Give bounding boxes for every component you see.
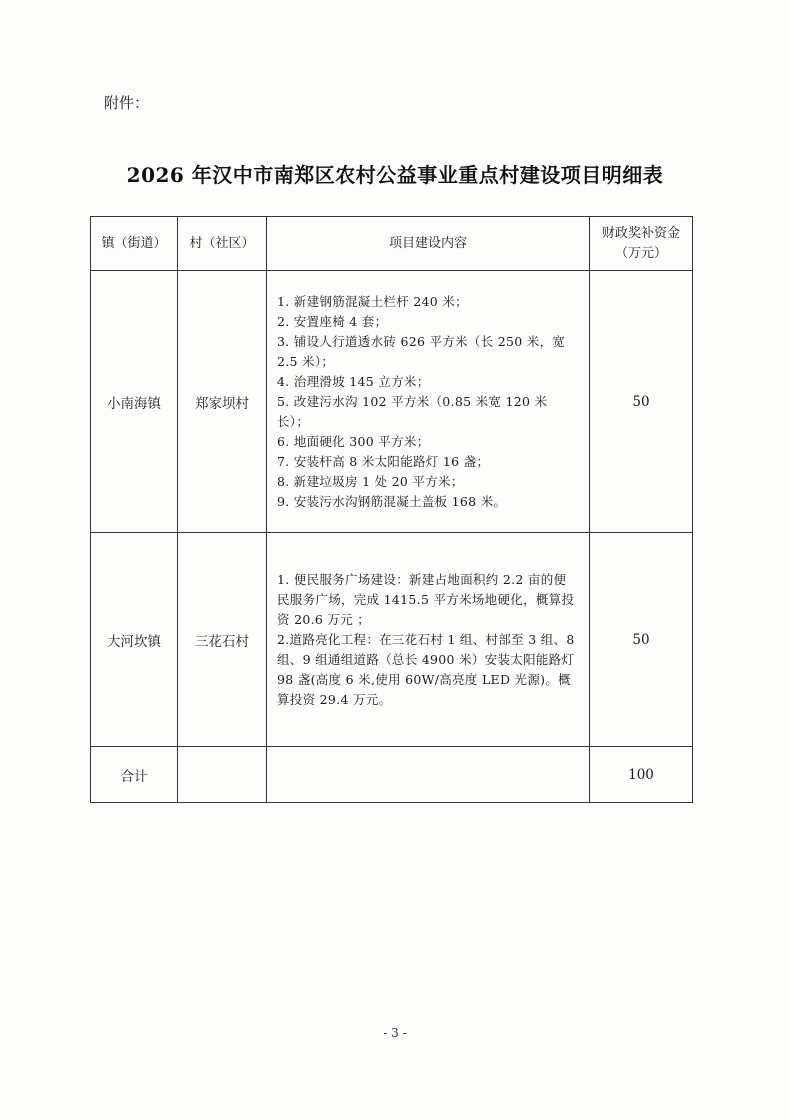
header-fund-line2: （万元） xyxy=(614,245,667,261)
total-empty-content xyxy=(267,747,590,803)
table-row xyxy=(91,271,693,533)
list-item: 3. 铺设人行道透水砖 626 平方米（长 250 米，宽 2.5 米）； xyxy=(277,333,566,369)
header-village: 村（社区） xyxy=(178,217,267,271)
list-item: 7. 安装杆高 8 米太阳能路灯 16 盏； xyxy=(277,453,490,469)
row-fund: 50 xyxy=(590,533,693,747)
list-item: 8. 新建垃圾房 1 处 20 平方米； xyxy=(277,473,464,489)
page-number: - 3 - xyxy=(383,1026,407,1040)
list-item: 4. 治理滑坡 145 立方米； xyxy=(277,373,430,389)
list-item: 5. 改建污水沟 102 平方米（0.85 米宽 120 米长）； xyxy=(277,393,548,429)
content-list xyxy=(267,288,589,516)
row-content xyxy=(267,533,590,747)
header-fund xyxy=(590,217,693,271)
total-label: 合计 xyxy=(91,747,178,803)
row-village: 三花石村 xyxy=(178,533,267,747)
list-item: 9. 安装污水沟钢筋混凝土盖板 168 米。 xyxy=(277,493,507,509)
list-item: 1. 新建钢筋混凝土栏杆 240 米； xyxy=(277,293,468,309)
list-item: 2.道路亮化工程：在三花石村 1 组、村部至 3 组、8 组、9 组通组道路（总长 4900 米）安装太阳能路灯 98 盏(高度 6 米,使用 60W/高亮度 LED 光源)。概算投资 29.4 万元。 xyxy=(277,631,575,707)
row-content xyxy=(267,271,590,533)
list-item: 1. 便民服务广场建设：新建占地面积约 2.2 亩的便民服务广场，完成 1415.5 平方米场地硬化，概算投资 20.6 万元 ； xyxy=(277,571,575,627)
table-total-row xyxy=(91,747,693,803)
header-content: 项目建设内容 xyxy=(267,217,590,271)
row-town: 小南海镇 xyxy=(91,271,178,533)
attachment-label: 附件： xyxy=(104,94,150,112)
document-title: 2026 年汉中市南郑区农村公益事业重点村建设项目明细表 xyxy=(126,163,664,187)
project-detail-table xyxy=(90,216,693,803)
content-list xyxy=(267,566,589,714)
list-item: 2. 安置座椅 4 套； xyxy=(277,313,388,329)
row-fund: 50 xyxy=(590,271,693,533)
row-village: 郑家坝村 xyxy=(178,271,267,533)
row-town: 大河坎镇 xyxy=(91,533,178,747)
header-fund-line1: 财政奖补资金 xyxy=(601,225,680,241)
table-row xyxy=(91,533,693,747)
total-empty-village xyxy=(178,747,267,803)
total-fund: 100 xyxy=(590,747,693,803)
list-item: 6. 地面硬化 300 平方米； xyxy=(277,433,430,449)
table-header-row xyxy=(91,217,693,271)
header-town: 镇（街道） xyxy=(91,217,178,271)
